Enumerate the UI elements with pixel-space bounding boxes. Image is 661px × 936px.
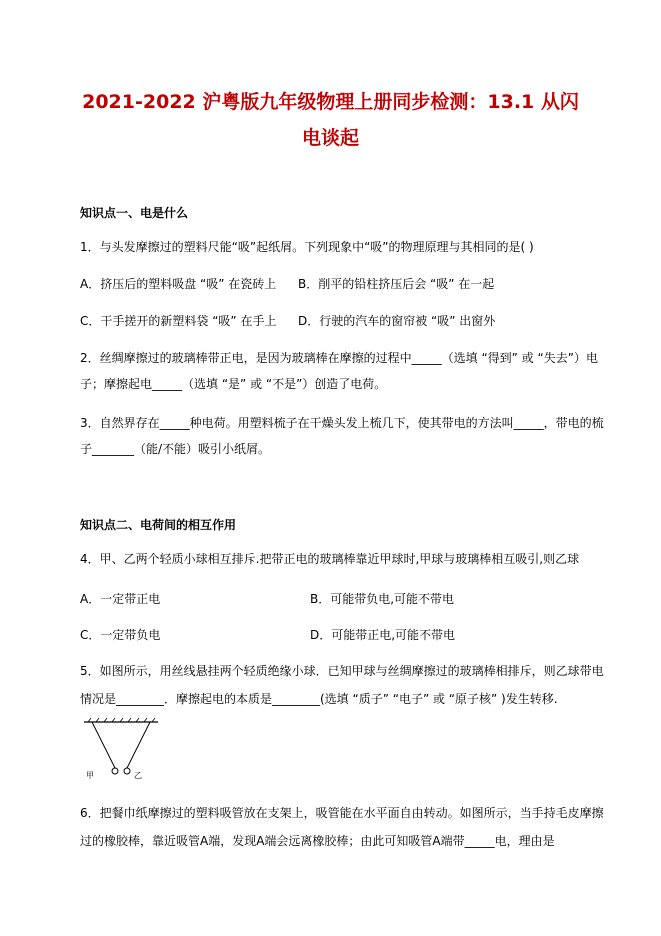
title-line-1: 2021-2022 沪粤版九年级物理上册同步检测：13.1 从闪 [82,91,579,113]
thread-right [127,722,150,768]
question-4-stem: 4．甲、乙两个轻质小球相互排斥.把带正电的玻璃棒靠近甲球时,甲球与玻璃棒相互吸引,则乙球 [80,552,580,566]
question-1-option-c: C．干手搓开的新塑料袋 “吸” 在手上 [80,314,277,328]
question-2-line-1: 2．丝绸摩擦过的玻璃棒带正电，是因为玻璃棒在摩擦的过程中_____（选填 “得到” 或 “失去”）电 [80,351,598,365]
question-1-option-b: B．削平的铅柱挤压后会 “吸” 在一起 [298,277,495,291]
question-4-option-c: C．一定带负电 [80,628,161,642]
question-3-line-1: 3．自然界存在_____种电荷。用塑料梳子在干燥头发上梳几下，使其带电的方法叫_____，带电的梳 [80,416,604,430]
question-1-option-d: D．行驶的汽车的窗帘被 “吸” 出窗外 [298,314,496,328]
section-heading-1: 知识点一、电是什么 [80,206,189,220]
label-yi: 乙 [134,771,142,780]
question-1-stem: 1．与头发摩擦过的塑料尺能“吸”起纸屑。下列现象中“吸”的物理原理与其相同的是( ) [80,240,534,254]
question-6-line-2: 过的橡胶棒，靠近吸管A端，发现A端会远离橡胶棒；由此可知吸管A端带_____电，理由是 [80,834,555,848]
ball-jia [112,768,118,774]
title-line-2: 电谈起 [301,127,359,149]
thread-left [92,722,115,768]
question-2-line-2: 子；摩擦起电_____（选填 “是” 或 “不是”）创造了电荷。 [80,377,387,391]
question-5-line-2: 情况是________．摩擦起电的本质是________(选填 “质子” “电子” 或 “原子核” )发生转移. [80,692,558,706]
suspended-balls-diagram [80,716,162,782]
question-4-option-d: D．可能带正电,可能不带电 [310,628,456,642]
question-3-line-2: 子_______（能/不能）吸引小纸屑。 [80,442,271,456]
question-1-option-a: A．挤压后的塑料吸盘 “吸” 在瓷砖上 [80,277,277,291]
page-title [60,84,601,156]
question-4-option-b: B．可能带负电,可能不带电 [310,592,455,606]
label-jia: 甲 [86,771,94,780]
question-4-option-a: A．一定带正电 [80,592,161,606]
question-6-line-1: 6．把餐巾纸摩擦过的塑料吸管放在支架上，吸管能在水平面自由转动。如图所示，当手持毛皮摩擦 [80,806,604,820]
section-heading-2: 知识点二、电荷间的相互作用 [80,518,237,532]
ball-yi [124,768,130,774]
question-5-line-1: 5．如图所示，用丝线悬挂两个轻质绝缘小球．已知甲球与丝绸摩擦过的玻璃棒相排斥，则乙球带电 [80,664,604,678]
